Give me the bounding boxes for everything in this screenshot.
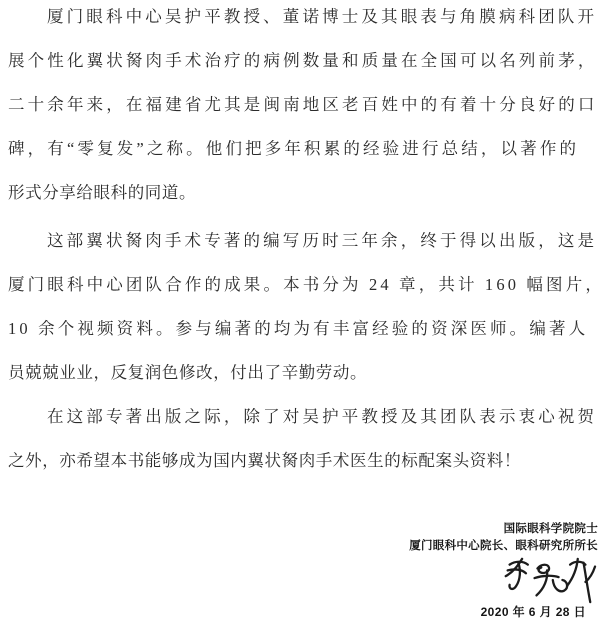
body-line: 碑，有“零复发”之称。他们把多年积累的经验进行总结，以著作的 xyxy=(8,139,580,158)
body-line: 厦门眼科中心吴护平教授、董诺博士及其眼表与角膜病科团队开 xyxy=(47,7,598,26)
body-line: 之外，亦希望本书能够成为国内翼状胬肉手术医生的标配案头资料！ xyxy=(8,451,521,470)
body-line: 这部翼状胬肉手术专著的编写历时三年余，终于得以出版，这是 xyxy=(47,231,598,250)
paragraph xyxy=(8,219,603,395)
document-body xyxy=(8,0,603,483)
body-line: 厦门眼科中心团队合作的成果。本书分为 24 章，共计 160 幅图片， xyxy=(8,275,605,294)
body-line: 二十余年来，在福建省尤其是闽南地区老百姓中的有着十分良好的口 xyxy=(8,95,598,114)
signer-title-primary: 国际眼科学院院士 xyxy=(503,523,598,535)
body-line: 展个性化翼状胬肉手术治疗的病例数量和质量在全国可以名列前茅， xyxy=(8,51,598,70)
body-line: 10 余个视频资料。参与编著的均为有丰富经验的资深医师。编著人 xyxy=(8,319,589,338)
body-line: 在这部专著出版之际，除了对吴护平教授及其团队表示衷心祝贺 xyxy=(47,407,598,426)
signer-title-secondary: 厦门眼科中心院长、眼科研究所所长 xyxy=(409,539,598,552)
body-line: 形式分享给眼科的同道。 xyxy=(8,183,197,202)
signature-block xyxy=(409,521,598,620)
paragraph xyxy=(8,0,603,215)
body-line: 员兢兢业业，反复润色修改，付出了辛勤劳动。 xyxy=(8,363,368,382)
paragraph xyxy=(8,395,603,483)
signature-handwriting xyxy=(498,556,598,604)
signature-date: 2020 年 6 月 28 日 xyxy=(480,605,586,619)
